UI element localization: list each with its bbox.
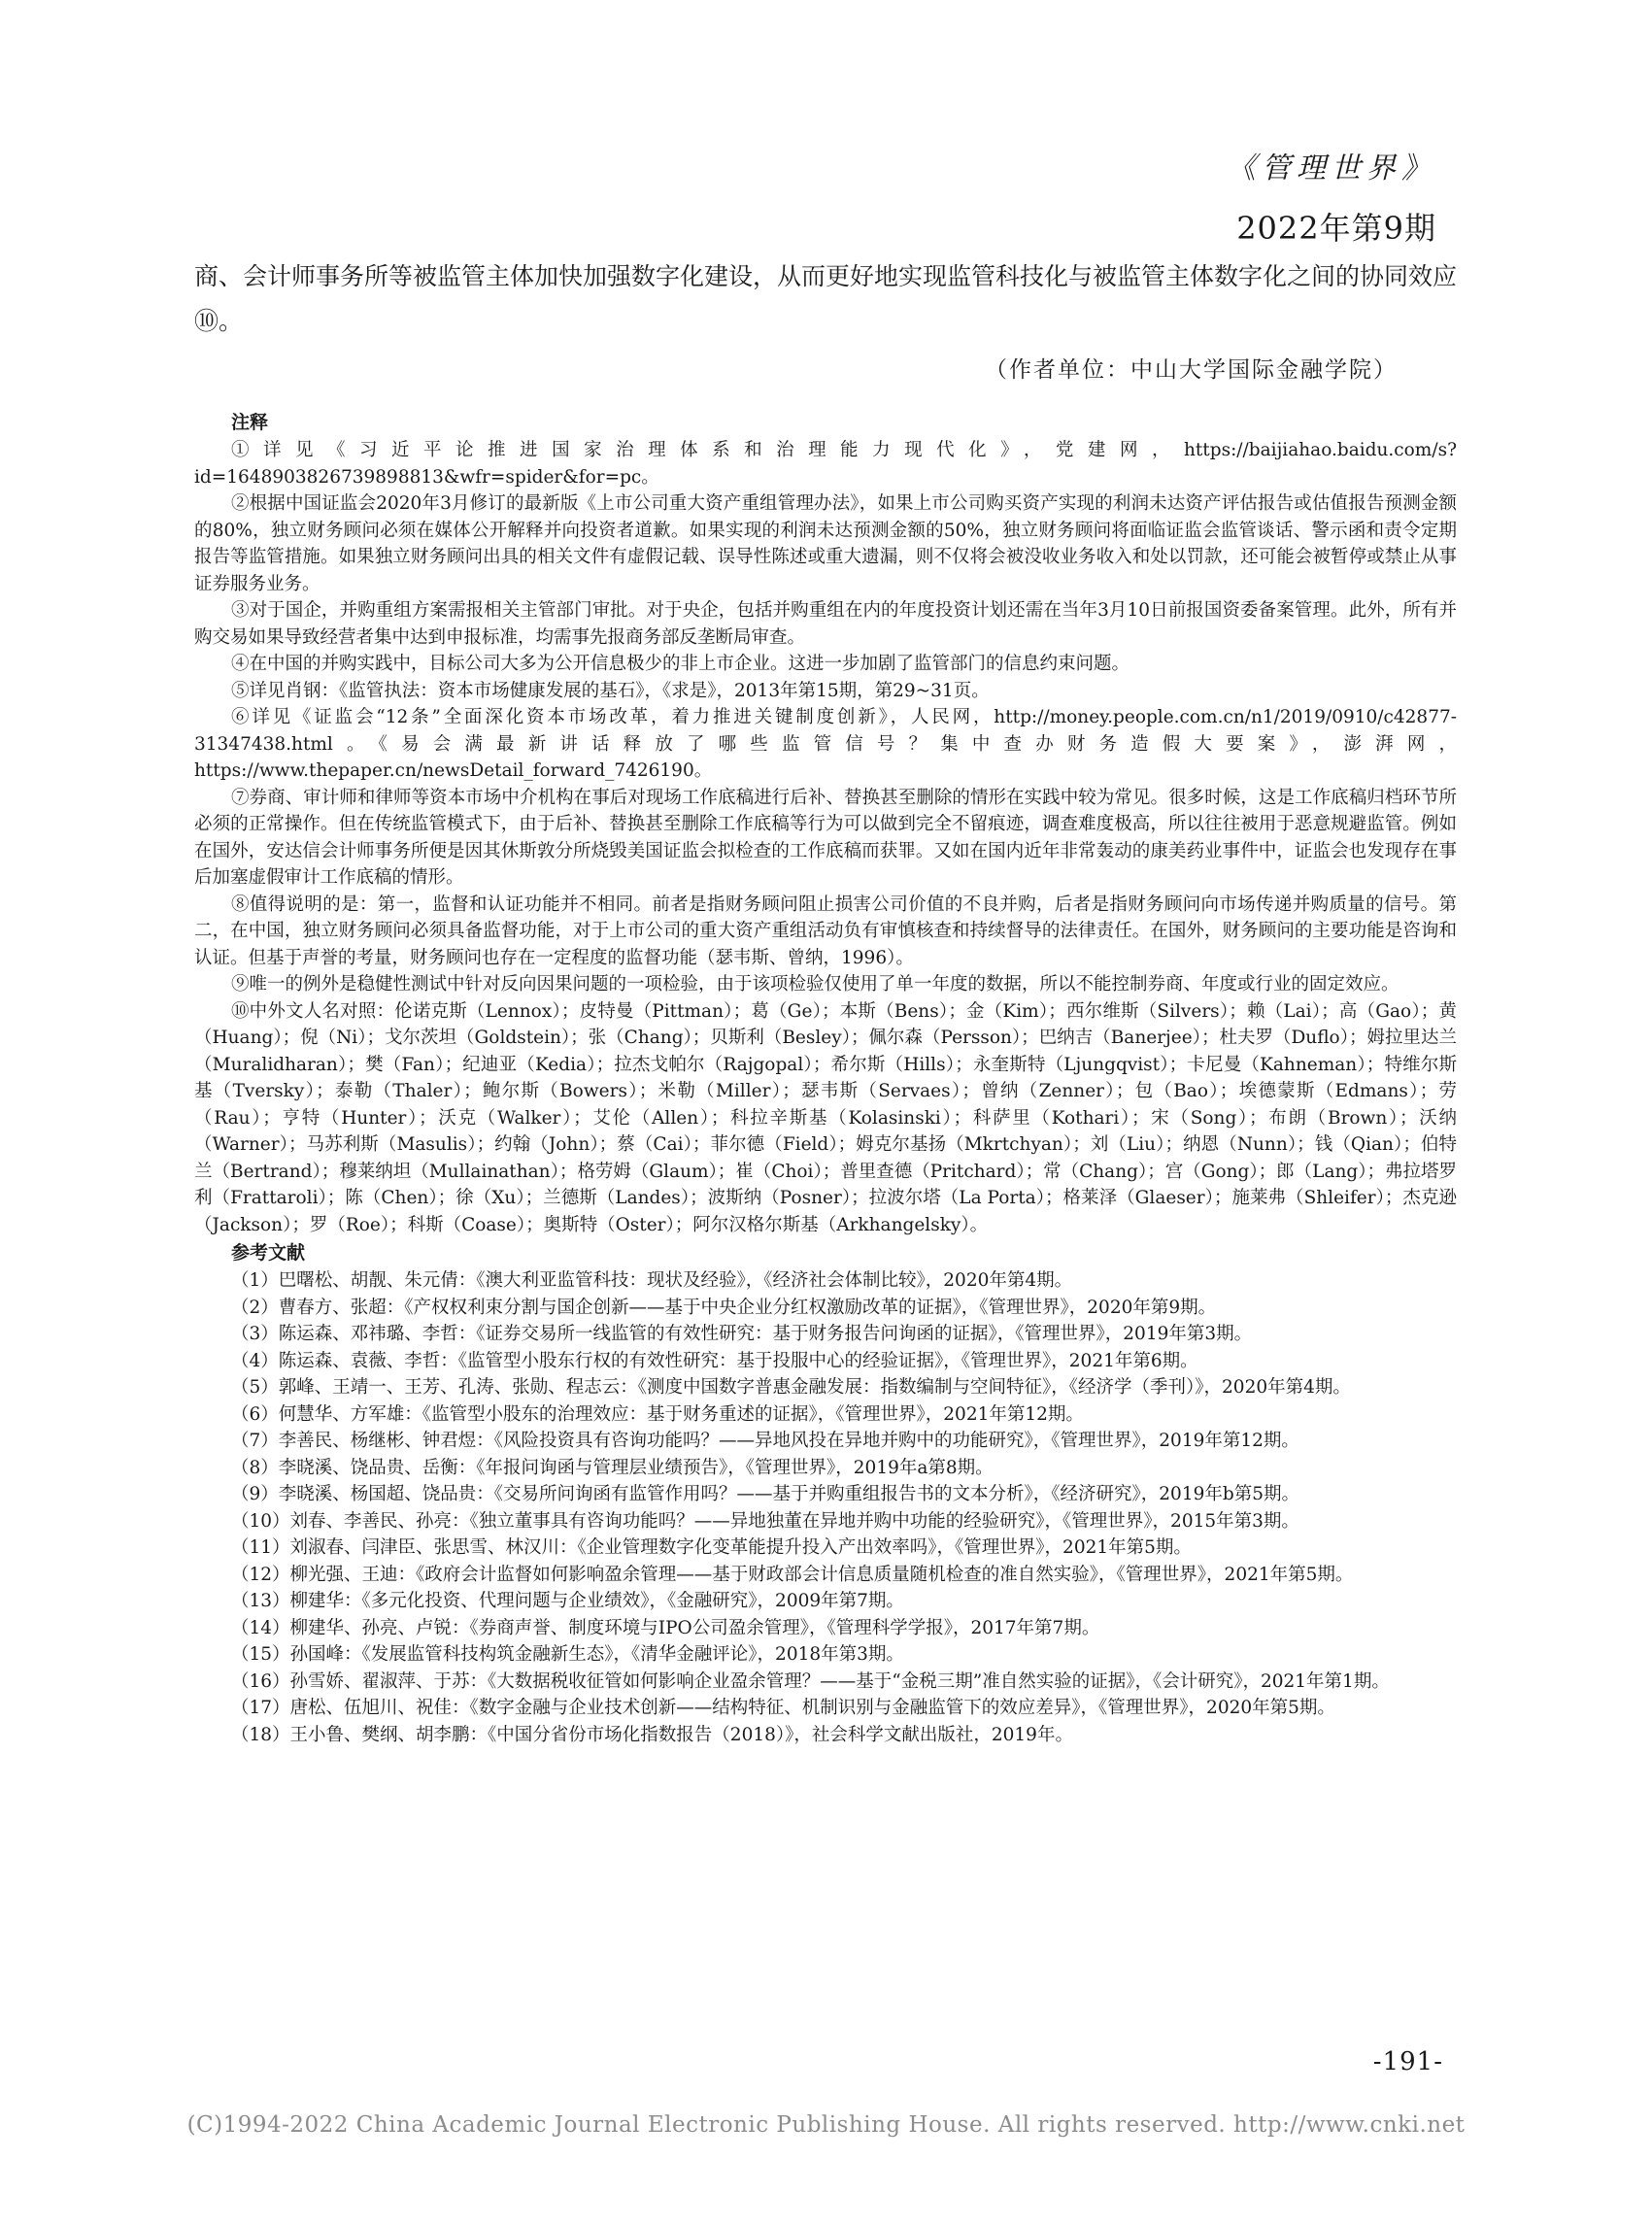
reference-item: （11）刘淑春、闫津臣、张思雪、林汉川：《企业管理数字化变革能提升投入产出效率吗》，《管理世界》，2021年第5期。 [231,1537,1192,1558]
reference-item: （8）李晓溪、饶品贵、岳衡：《年报问询函与管理层业绩预告》，《管理世界》，2019年a第8期。 [231,1457,994,1478]
notes-and-references [194,408,1457,1748]
reference-item: （7）李善民、杨继彬、钟君煜：《风险投资具有咨询功能吗？——异地风投在异地并购中的功能研究》，《管理世界》，2019年第12期。 [231,1431,1299,1451]
notes-list [194,437,1457,1238]
body-paragraph: 商、会计师事务所等被监管主体加快加强数字化建设，从而更好地实现监管科技化与被监管主体数字化之间的协同效应⑩。 [194,262,1458,335]
reference-item: （14）柳建华、孙亮、卢锐：《券商声誉、制度环境与IPO公司盈余管理》，《管理科学学报》，2017年第7期。 [231,1617,1100,1638]
note-item: ④在中国的并购实践中，目标公司大多为公开信息极少的非上市企业。这进一步加剧了监管部门的信息约束问题。 [231,654,1130,674]
journal-title: 《管理世界》 [1227,152,1436,186]
reference-item: （4）陈运森、袁薇、李哲：《监管型小股东行权的有效性研究：基于投服中心的经验证据》，《管理世界》，2021年第6期。 [231,1350,1198,1371]
reference-item: （18）王小鲁、樊纲、胡李鹏：《中国分省份市场化指数报告（2018）》，社会科学文献出版社，2019年。 [231,1724,1073,1745]
references-heading: 参考文献 [231,1242,306,1264]
note-item: ②根据中国证监会2020年3月修订的最新版《上市公司重大资产重组管理办法》，如果上市公司购买资产实现的利润未达资产评估报告或估值报告预测金额的80%，独立财务顾问必须在媒体公开解释并向投资者道歉。如果实现的利润未达预测金额的50%，独立财务顾问将面临证监会监管谈话、警示函和责令定期报告等监管措施。如果独立财务顾问出具的相关文件有虚假记载、误导性陈述或重大遗漏，则不仅将会被没收业务收入和处以罚款，还可能会被暂停或禁止从事证券服务业务。 [194,493,1457,594]
reference-item: （3）陈运森、邓祎璐、李哲：《证券交易所一线监管的有效性研究：基于财务报告问询函的证据》，《管理世界》，2019年第3期。 [231,1324,1253,1344]
references-list [194,1267,1457,1748]
reference-item: （13）柳建华：《多元化投资、代理问题与企业绩效》，《金融研究》，2009年第7期。 [231,1591,904,1611]
notes-heading: 注释 [231,412,269,433]
note-item: ⑤详见肖钢：《监管执法：资本市场健康发展的基石》，《求是》，2013年第15期，第29~31页。 [231,680,990,701]
author-affiliation: （作者单位：中山大学国际金融学院） [985,357,1398,383]
reference-item: （16）孙雪娇、翟淑萍、于苏：《大数据税收征管如何影响企业盈余管理？——基于“金税三期”准自然实验的证据》，《会计研究》，2021年第1期。 [231,1670,1390,1692]
note-item: ⑩中外文人名对照：伦诺克斯（Lennox）；皮特曼（Pittman）；葛（Ge）；本斯（Bens）；金（Kim）；西尔维斯（Silvers）；赖（Lai）；高（Gao）；黄（Huang）；倪（Ni）；戈尔茨坦（Goldstein）；张（Chang）；贝斯利（Besley）；佩尔森（Persson）；巴纳吉（Banerjee）；杜夫罗（Duflo）；姆拉里达兰（Muralidharan）；樊（Fan）；纪迪亚（Kedia）；拉杰戈帕尔（Rajgopal）；希尔斯（Hills）；永奎斯特（Ljungqvist）；卡尼曼（Kahneman）；特维尔斯基（Tversky）；泰勒（Thaler）；鲍尔斯（Bowers）；米勒（Miller）；瑟韦斯（Servaes）；曾纳（Zenner）；包（Bao）；埃德蒙斯（Edmans）；劳（Rau）；亨特（Hunter）；沃克（Walker）；艾伦（Allen）；科拉辛斯基（Kolasinski）；科萨里（Kothari）；宋（Song）；布朗（Brown）；沃纳（Warner）；马苏利斯（Masulis）；约翰（John）；蔡（Cai）；菲尔德（Field）；姆克尔基扬（Mkrtchyan）；刘（Liu）；纳恩（Nunn）；钱（Qian）；伯特兰（Bertrand）；穆莱纳坦（Mullainathan）；格劳姆（Glaum）；崔（Choi）；普里查德（Pritchard）；常（Chang）；宫（Gong）；郎（Lang）；弗拉塔罗利（Frattaroli）；陈（Chen）；徐（Xu）；兰德斯（Landes）；波斯纳（Posner）；拉波尔塔（La Porta）；格莱泽（Glaeser）；施莱弗（Shleifer）；杰克逊（Jackson）；罗（Roe）；科斯（Coase）；奥斯特（Oster）；阿尔汉格尔斯基（Arkhangelsky）。 [194,1000,1457,1235]
note-item: ⑨唯一的例外是稳健性测试中针对反向因果问题的一项检验，由于该项检验仅使用了单一年度的数据，所以不能控制券商、年度或行业的固定效应。 [231,974,1399,995]
page-number: -191- [1372,2047,1443,2076]
reference-item: （6）何慧华、方军雄：《监管型小股东的治理效应：基于财务重述的证据》，《管理世界》，2021年第12期。 [231,1403,1084,1425]
note-item: ⑦券商、审计师和律师等资本市场中介机构在事后对现场工作底稿进行后补、替换甚至删除的情形在实践中较为常见。很多时候，这是工作底稿归档环节所必须的正常操作。但在传统监管模式下，由于后补、替换甚至删除工作底稿等行为可以做到完全不留痕迹，调查难度极高，所以往往被用于恶意规避监管。例如在国外，安达信会计师事务所便是因其休斯敦分所烧毁美国证监会拟检查的工作底稿而获罪。又如在国内近年非常轰动的康美药业事件中，证监会也发现存在事后加塞虚假审计工作底稿的情形。 [194,787,1457,888]
reference-item: （10）刘春、李善民、孙亮：《独立董事具有咨询功能吗？——异地独董在异地并购中功能的经验研究》，《管理世界》，2015年第3期。 [231,1510,1299,1532]
reference-item: （1）巴曙松、胡靓、朱元倩：《澳大利亚监管科技：现状及经验》，《经济社会体制比较》，2020年第4期。 [231,1270,1073,1291]
reference-item: （15）孙国峰：《发展监管科技构筑金融新生态》，《清华金融评论》，2018年第3期。 [231,1644,904,1665]
reference-item: （5）郭峰、王靖一、王芳、孔涛、张勋、程志云：《测度中国数字普惠金融发展：指数编制与空间特征》，《经济学（季刊）》，2020年第4期。 [231,1377,1351,1398]
reference-item: （17）唐松、伍旭川、祝佳：《数字金融与企业技术创新——结构特征、机制识别与金融监管下的效应差异》，《管理世界》，2020年第5期。 [231,1698,1335,1718]
issue-number: 2022年第9期 [1236,210,1436,247]
note-item: ⑧值得说明的是：第一，监督和认证功能并不相同。前者是指财务顾问阻止损害公司价值的不良并购，后者是指财务顾问向市场传递并购质量的信号。第二，在中国，独立财务顾问必须具备监督功能，对于上市公司的重大资产重组活动负有审慎核查和持续督导的法律责任。在国外，财务顾问的主要功能是咨询和认证。但基于声誉的考量，财务顾问也存在一定程度的监督功能（瑟韦斯、曾纳，1996）。 [194,894,1457,968]
reference-item: （2）曹春方、张超：《产权权利束分割与国企创新——基于中央企业分红权激励改革的证据》，《管理世界》，2020年第9期。 [231,1297,1217,1318]
note-item: ③对于国企，并购重组方案需报相关主管部门审批。对于央企，包括并购重组在内的年度投资计划还需在当年3月10日前报国资委备案管理。此外，所有并购交易如果导致经营者集中达到申报标准，均需事先报商务部反垄断局审查。 [194,600,1457,648]
copyright-footer: (C)1994-2022 China Academic Journal Electronic Publishing House. All rights reserved. http://www.cnki.net [186,2112,1466,2138]
reference-item: （12）柳光强、王迪：《政府会计监督如何影响盈余管理——基于财政部会计信息质量随机检查的准自然实验》，《管理世界》，2021年第5期。 [231,1564,1354,1585]
note-item: ①详见《习近平论推进国家治理体系和治理能力现代化》，党建网，https://baijiahao.baidu.com/s?id=1648903826739898813&wfr=spider&for=pc。 [194,440,1457,488]
note-item: ⑥详见《证监会“12条”全面深化资本市场改革，着力推进关键制度创新》，人民网，http://money.people.com.cn/n1/2019/0910/c42877-31347438.html。《易会满最新讲话释放了哪些监管信号？集中查办财务造假大要案》，澎湃网，https://www.thepaper.cn/newsDetail_forward_7426190。 [194,707,1457,781]
reference-item: （9）李晓溪、杨国超、饶品贵：《交易所问询函有监管作用吗？——基于并购重组报告书的文本分析》，《经济研究》，2019年b第5期。 [231,1484,1299,1504]
